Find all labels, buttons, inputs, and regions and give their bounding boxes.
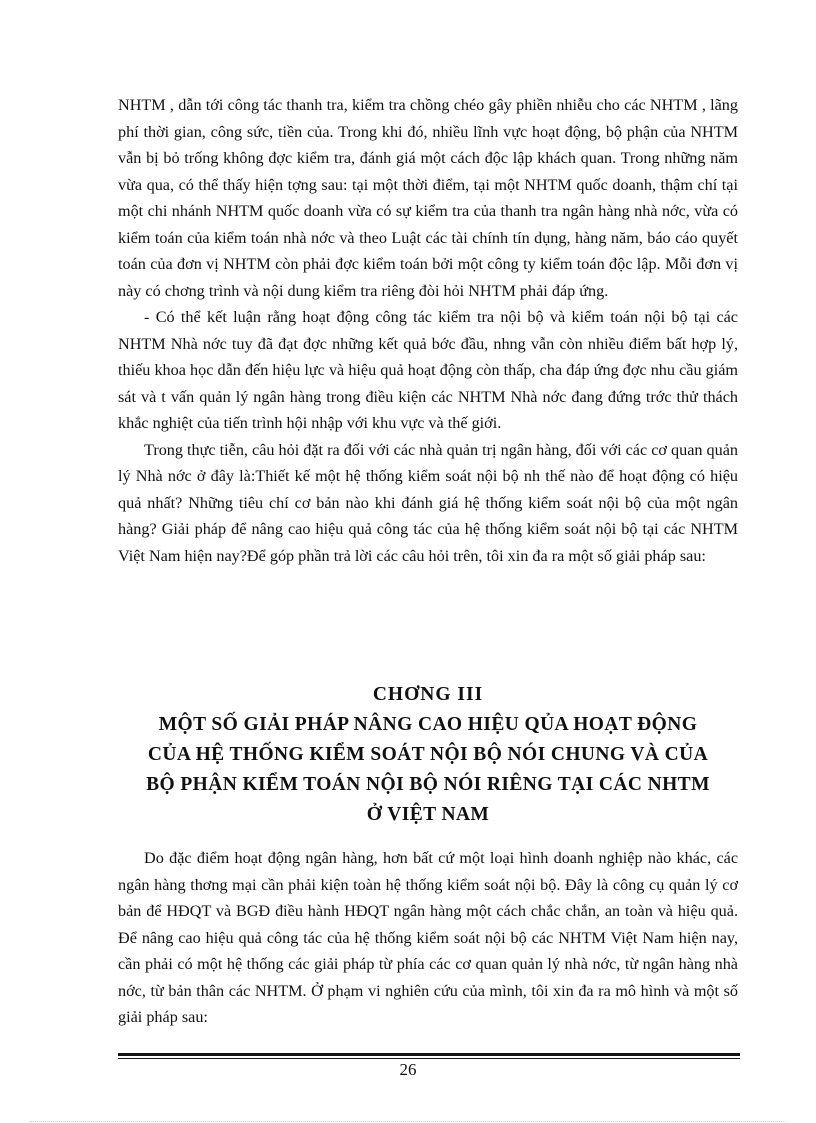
chapter-number: CHƠNG III — [372, 684, 484, 705]
page-border — [30, 1121, 786, 1122]
chapter-title-line: Ở VIỆT NAM — [366, 804, 490, 825]
paragraph: Trong thực tiễn, câu hỏi đặt ra đối với các nhà quản trị ngân hàng, đối với các cơ quan quản lý Nhà nớc ở đây là:Thiết kế một hệ thống kiểm soát nội bộ nh thế nào để hoạt động có hiệu quả nhất? Những tiêu chí cơ bản nào khi đánh giá hệ thống kiểm soát nội bộ của một ngân hàng? Giải pháp để nâng cao hiệu quả công tác của hệ thống kiểm soát nội bộ tại các NHTM Việt Nam hiện nay?Để góp phần trả lời các câu hỏi trên, tôi xin đa ra một số giải pháp sau: — [118, 440, 738, 565]
intro-text — [118, 92, 738, 569]
footer-rule — [118, 1053, 740, 1056]
body-text — [118, 845, 738, 1031]
chapter-heading — [118, 680, 738, 830]
paragraph: NHTM , dẫn tới công tác thanh tra, kiểm tra chồng chéo gây phiền nhiễu cho các NHTM , lãng phí thời gian, công sức, tiền của. Trong khi đó, nhiều lĩnh vực hoạt động, bộ phận của NHTM vẫn bị bỏ trống không đợc kiểm tra, đánh giá một cách độc lập khách quan. Trong những năm vừa qua, có thể thấy hiện tợng sau: tại một thời điểm, tại một NHTM quốc doanh, thậm chí tại một chi nhánh NHTM quốc doanh vừa có sự kiểm tra của thanh tra ngân hàng nhà nớc, vừa có kiểm toán của kiểm toán nhà nớc và theo Luật các tài chính tín dụng, hàng năm, báo cáo quyết toán của đơn vị NHTM còn phải đợc kiểm toán bởi một công ty kiểm toán độc lập. Mỗi đơn vị này có chơng trình và nội dung kiểm tra riêng đòi hỏi NHTM phải đáp ứng. — [118, 96, 738, 300]
chapter-title-line: BỘ PHẬN KIỂM TOÁN NỘI BỘ NÓI RIÊNG TẠI CÁC NHTM — [146, 774, 710, 795]
page-number: 26 — [399, 1060, 417, 1079]
chapter-title-line: CỦA HỆ THỐNG KIỂM SOÁT NỘI BỘ NÓI CHUNG VÀ CỦA — [147, 744, 709, 765]
paragraph: - Có thể kết luận rằng hoạt động công tác kiểm tra nội bộ và kiểm toán nội bộ tại các NHTM Nhà nớc tuy đã đạt đợc những kết quả bớc đầu, nhng vẫn còn nhiều điểm bất hợp lý, thiếu khoa học dẫn đến hiệu lực và hiệu quả hoạt động còn thấp, cha đáp ứng đợc nhu cầu giám sát và t vấn quản lý ngân hàng trong điều kiện các NHTM Nhà nớc đang đứng trớc thử thách khắc nghiệt của tiến trình hội nhập với khu vực và thế giới. — [118, 308, 738, 432]
chapter-title-line: MỘT SỐ GIẢI PHÁP NÂNG CAO HIỆU QỦA HOẠT ĐỘNG — [158, 714, 698, 735]
paragraph: Do đặc điểm hoạt động ngân hàng, hơn bất cứ một loại hình doanh nghiệp nào khác, các ngân hàng thơng mại cần phải kiện toàn hệ thống kiểm soát nội bộ. Đây là công cụ quản lý cơ bản để HĐQT và BGĐ điều hành HĐQT ngân hàng một cách chắc chắn, an toàn và hiệu quả. Để nâng cao hiệu quả công tác của hệ thống kiểm soát nội bộ các NHTM Việt Nam hiện nay, cần phải có một hệ thống các giải pháp từ phía các cơ quan quản lý nhà nớc, từ ngân hàng nhà nớc, từ bản thân các NHTM. Ở phạm vi nghiên cứu của mình, tôi xin đa ra mô hình và một số giải pháp sau: — [118, 849, 738, 1026]
